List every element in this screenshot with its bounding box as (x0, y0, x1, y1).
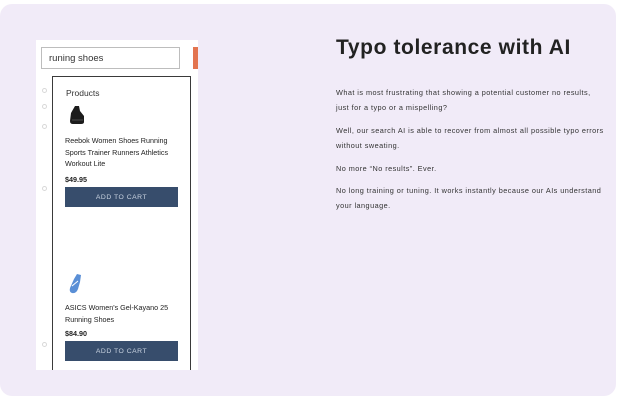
search-demo (36, 40, 198, 370)
search-input[interactable] (42, 48, 179, 68)
paragraph: No long training or tuning. It works instantly because our AIs understand your language. (336, 186, 602, 210)
search-button[interactable] (193, 47, 198, 69)
add-to-cart-button[interactable]: ADD TO CART (65, 341, 178, 361)
add-to-cart-button[interactable]: ADD TO CART (65, 187, 178, 207)
dropdown-title: Products (66, 88, 100, 98)
autocomplete-dropdown (52, 76, 191, 370)
bg-dot (42, 186, 47, 191)
bg-dot (42, 88, 47, 93)
feature-card (0, 4, 616, 396)
paragraph: What is most frustrating that showing a potential customer no results, just for a typo or a mispelling? (336, 88, 591, 112)
bg-dot (42, 342, 47, 347)
demo-viewport (36, 40, 198, 370)
section-heading: Typo tolerance with AI (336, 36, 571, 59)
product-price: $84.90 (65, 329, 87, 338)
shoe-image (68, 273, 84, 295)
shoe-image (68, 105, 86, 125)
paragraph: Well, our search AI is able to recover from almost all possible typo errors without sweating. (336, 126, 604, 150)
search-box (41, 47, 180, 69)
product-name[interactable]: ASICS Women's Gel-Kayano 25 Running Shoes (65, 303, 169, 324)
bg-dot (42, 124, 47, 129)
product-name[interactable]: Reebok Women Shoes Running Sports Trainer Runners Athletics Workout Lite (65, 136, 169, 168)
paragraph: No more “No results”. Ever. (336, 164, 437, 173)
bg-dot (42, 104, 47, 109)
product-price: $49.95 (65, 175, 87, 184)
